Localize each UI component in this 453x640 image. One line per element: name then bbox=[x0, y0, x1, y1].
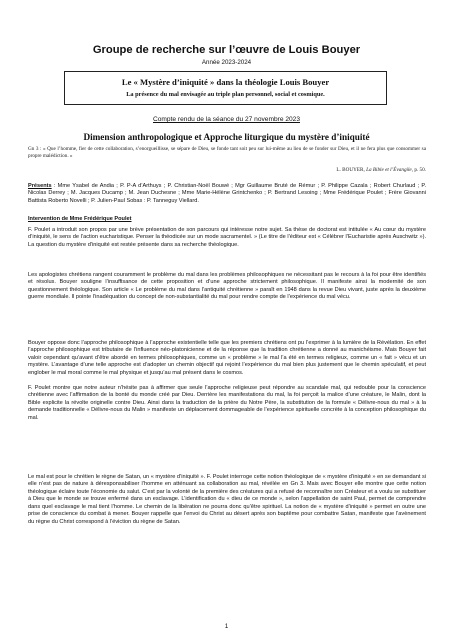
paragraph-intro: F. Poulet a introduit son propos par une brève présentation de son parcours qui intéresse notre sujet. Sa thèse de doctorat est intitulée « Au cœur du mystère d’iniquité, le sens de l’action eucharistique. Penser la théodicée sur un mode sacramentel. » (Le titre de l’éditeur est « Célébrer l’Eucharistie après Auschwitz »). La question du mystère d’iniquité est restée présente dans sa recherche théologique. bbox=[28, 227, 426, 248]
theme-title: Le « Mystère d’iniquité » dans la théologie Louis Bouyer bbox=[121, 77, 330, 87]
epigraph-quote: Gn 3 : « Que l’homme, fier de cette collaboration, s’enorgueillisse, se sépare de Dieu, se fonde tant soit peu sur lui-même au lieu de se fonder sur Dieu, et il ne fera plus que consommer sa propre malédiction. » bbox=[28, 146, 426, 159]
academic-year: Année 2023-2024 bbox=[201, 59, 252, 66]
attendees-label: Présents bbox=[28, 183, 52, 189]
page-number: 1 bbox=[224, 623, 229, 630]
theme-banner bbox=[64, 71, 387, 105]
intervention-heading: Intervention de Mme Frédérique Poulet bbox=[28, 216, 132, 222]
epigraph-author: L. BOUYER, bbox=[336, 167, 365, 173]
theme-subtitle: La présence du mal envisagée au triple plan personnel, social et cosmique. bbox=[126, 91, 325, 98]
session-report-text: Compte rendu de la séance du 27 novembre 2023 bbox=[153, 116, 300, 123]
paragraph-existential-approach: Bouyer oppose donc l’approche philosophique à l’approche existentielle telle que les premiers chrétiens ont pu l’exprimer à la lumière de la Révélation. En effet l’approche philosophique est tributaire de l’influence néo-platonicienne et de la réponse que la tradition chrétienne a donné au manichéisme. Mais Bouyer fait valoir cependant qu’avant d’être abordé en termes philosophiques, comme un « problème » le mal l’a été en termes religieux, comme un « fait » vécu et un mystère. L’avantage d’une telle approche est d’adopter un chemin objectif qui rejoint l’expérience du mal bien plus justement que le chemin spéculatif, et peut englober le mal moral comme le mal physique et jusqu’au mal présent dans le cosmos. bbox=[28, 340, 426, 376]
epigraph-page: , p. 50. bbox=[411, 167, 426, 173]
section-title: Dimension anthropologique et Approche liturgique du mystère d’iniquité bbox=[83, 132, 370, 142]
document-title: Groupe de recherche sur l’œuvre de Louis Bouyer bbox=[92, 44, 361, 56]
paragraph-religious-approach: F. Poulet montre que notre auteur n’hésite pas à affirmer que seule l’approche religieuse peut répondre au scandale mal, qui redouble pour la conscience chrétienne avec l’affirmation de la bonté du monde créé par Dieu. Derrière les manifestations du mal, la foi perçoit la malice d’une créature, le Malin, dont la Bible explicite la révolte originelle contre Dieu. Ainsi dans la traduction de la prière du Notre Père, la substitution de la formule « Délivre-nous du mal » à la demande traditionnelle « Délivre-nous du Malin » manifeste un déplacement dommageable de l’expérience spirituelle concrète à la conception philosophique du mal. bbox=[28, 385, 426, 421]
attendees-list: : Mme Ysabel de Andia ; P. P-A d’Arthuys ; P. Christian-Noël Bouwé ; Mgr Guillaume Bruté de Rémur ; P. Philippe Cazala ; Robert Churlaud ; P. Nicolas Derrey ; M. Jacques Ducamp ; M. Jean Duchesne ; Mme Marie-Hélène Grintchenko ; P. Bertrand Lesoing ; Mme Frédérique Poulet ; Frère Giovanni Battista Roberto Novelli ; P. Julien-Paul Sobas : P. Tanneguy Viellard. bbox=[28, 183, 426, 204]
paragraph-reign-of-satan: Le mal est pour le chrétien le règne de Satan, un « mystère d’iniquité ». F. Poulet interroge cette notion théologique de « mystère d’iniquité » en se demandant si elle n’est pas de nature à déresponsabiliser l’homme en atténuant sa collaboration au mal, révélée en Gn 3. Mais avec Bouyer elle montre que cette notion théologique éclaire toute l’économie du salut. C’est par la volonté de la première des créatures qui a refusé de reconnaître son Créateur et a voulu se substituer à Dieu que le monde se trouve enfermé dans un esclavage. L’identification du « dieu de ce monde », selon l’appellation de saint Paul, permet de comprendre dans quel esclavage le mal tient l’homme. Le chemin de la libération ne pourra donc qu’être spirituel. La notion de « mystère d’iniquité » permet en outre une prise de conscience du combat à mener. Bouyer rappelle que l’envoi du Christ au désert après son baptême pour combattre Satan, manifeste que l’avènement du règne du Christ correspond à l’éviction du règne de Satan. bbox=[28, 474, 426, 525]
paragraph-apologists: Les apologistes chrétiens rangent couramment le problème du mal dans les problèmes philosophiques ne nécessitant pas le recours à la foi pour être identifiés et résolus. Bouyer souligne l’insuffisance de cette proposition et d’une approche strictement philosophique. Il manifeste ainsi la modernité de son questionnement théologique. Son article « Le problème du mal dans l’antiquité chrétienne » paraît en 1948 dans la revue Dieu vivant, juste après la deuxième guerre mondiale. Il pointe l’inadéquation du concept de non-substantialité du mal pour rendre compte de l’expérience du mal vécu. bbox=[28, 272, 426, 301]
session-report-label bbox=[0, 116, 453, 123]
epigraph-work: La Bible et l’Évangile bbox=[366, 167, 412, 173]
epigraph-source bbox=[336, 167, 426, 173]
attendees-paragraph bbox=[28, 183, 426, 205]
